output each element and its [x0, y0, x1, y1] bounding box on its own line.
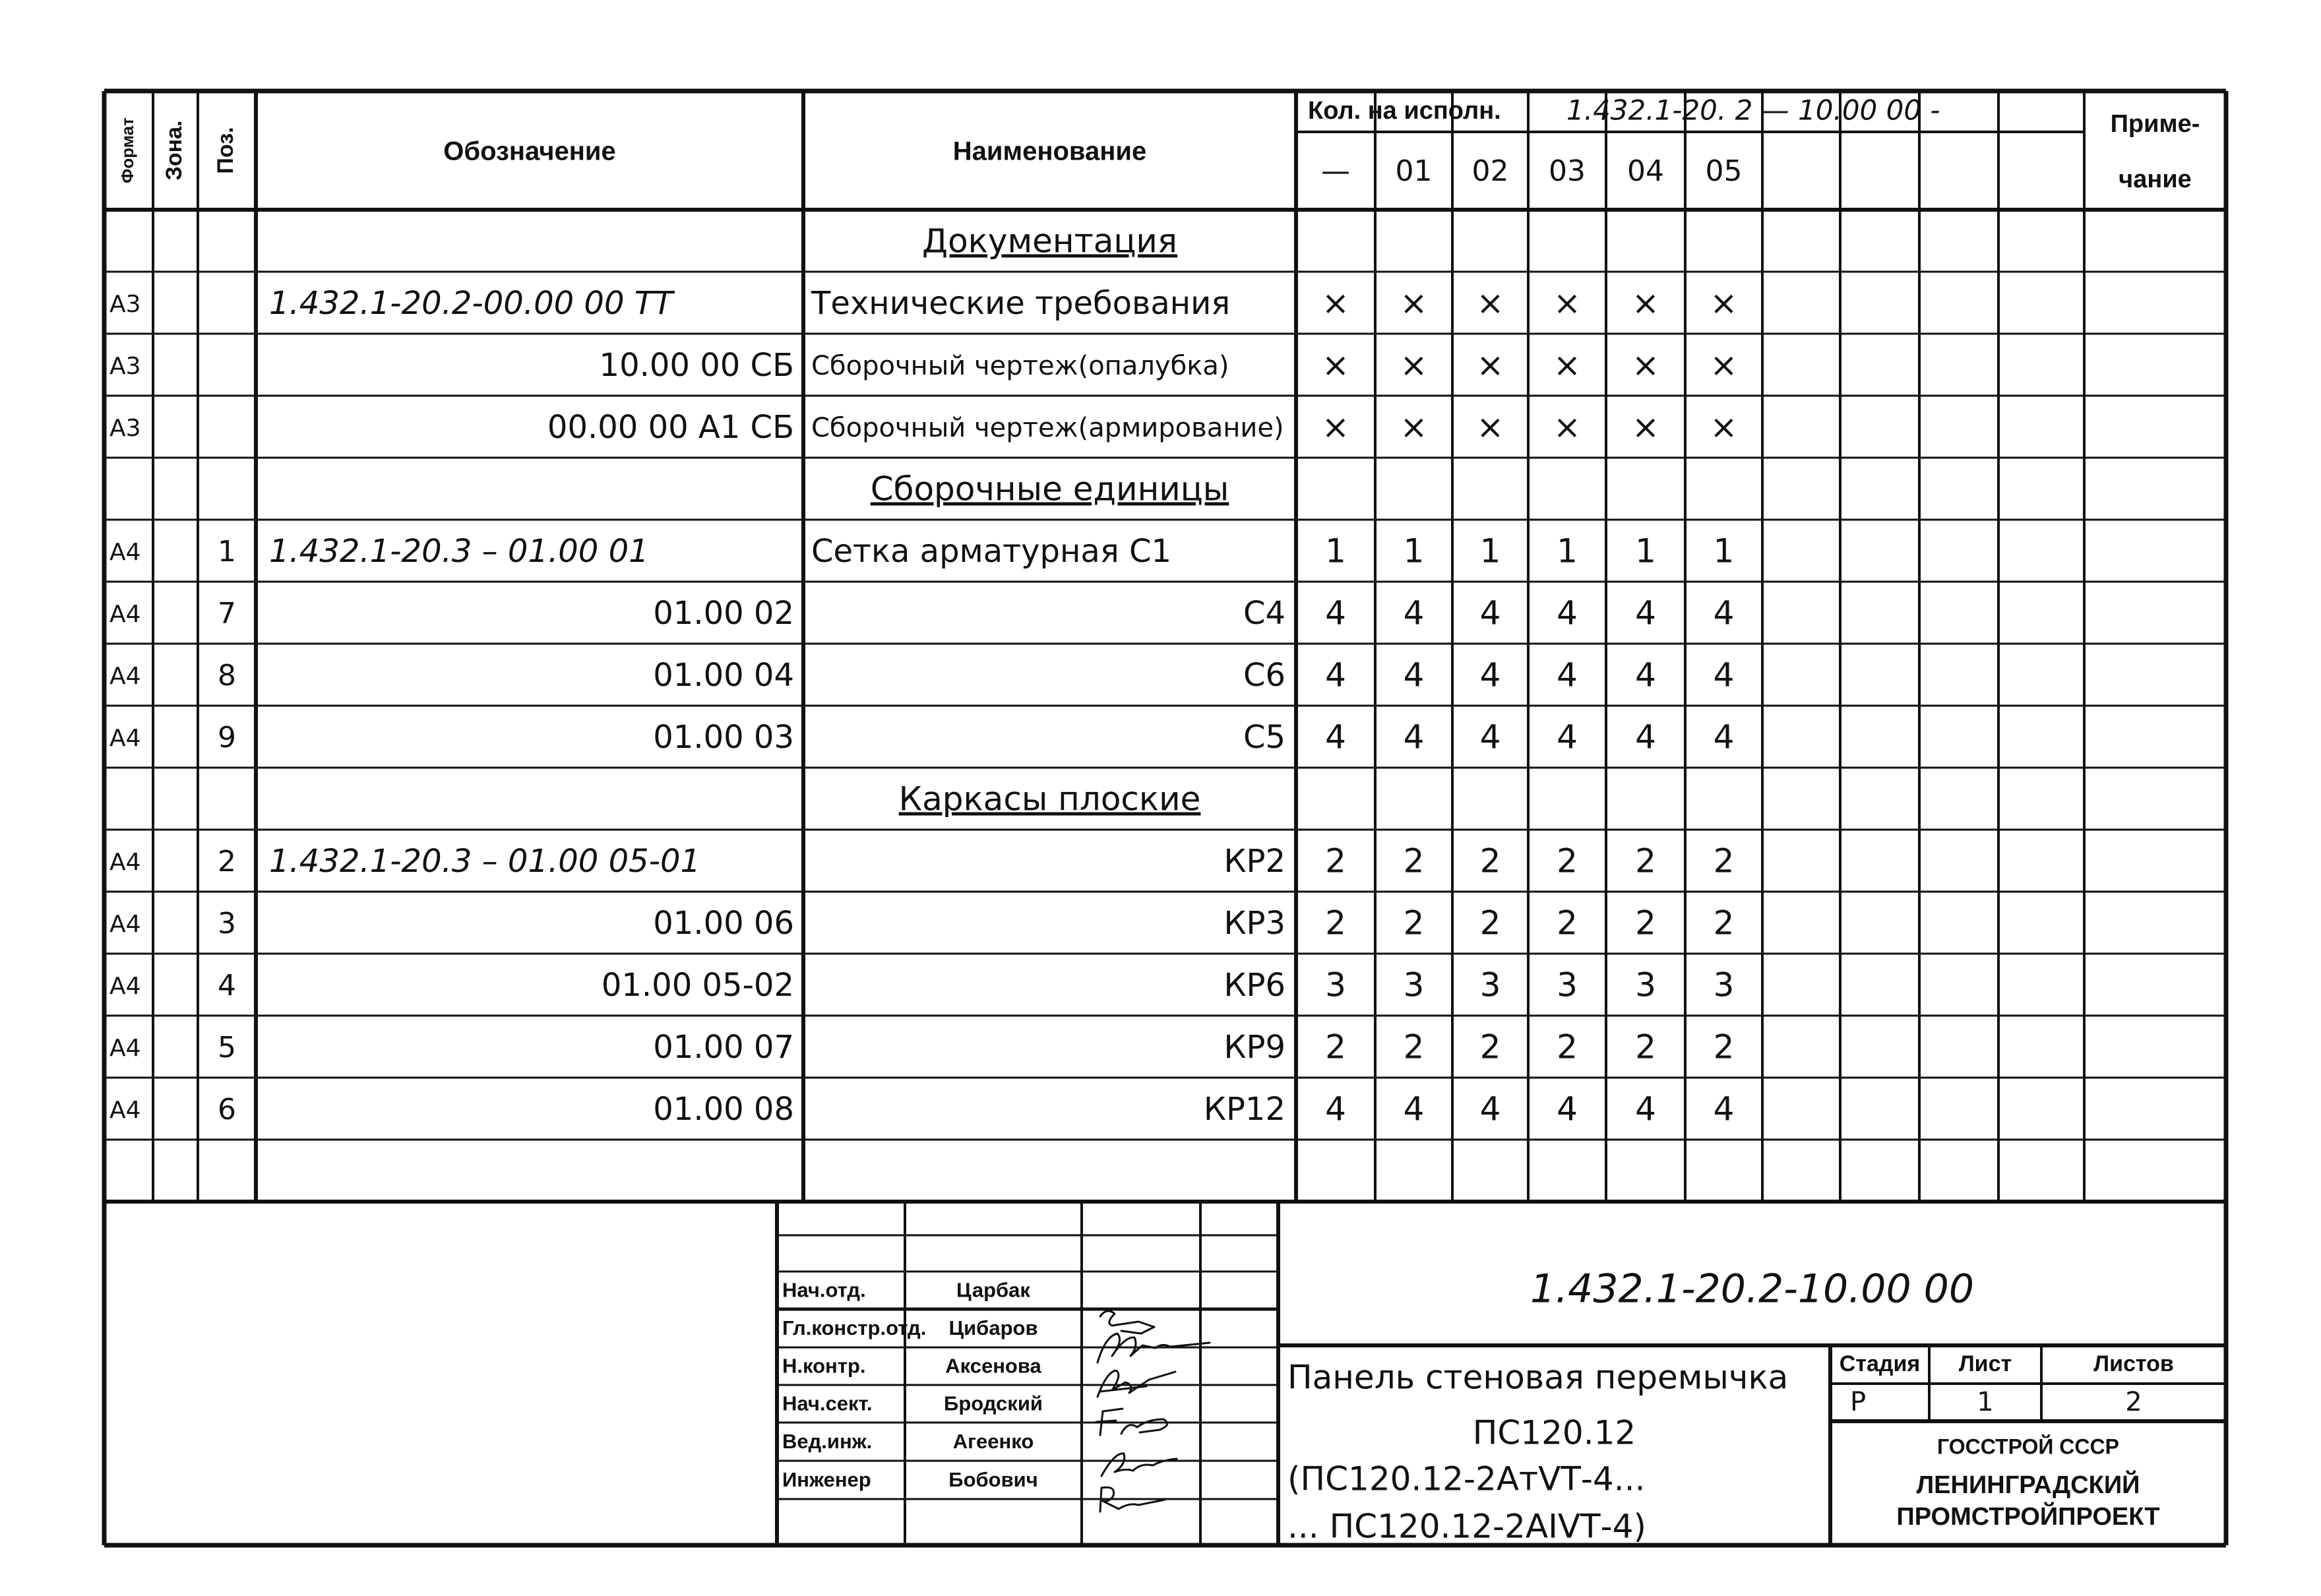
- tb-signer-name: Бобович: [948, 1468, 1038, 1492]
- row-qty-5: 3: [1713, 966, 1735, 1004]
- header-variant-2: 02: [1471, 154, 1509, 188]
- section-title: Каркасы плоские: [898, 780, 1201, 818]
- row-qty-5: 2: [1713, 842, 1735, 880]
- row-qty-1: 4: [1403, 1090, 1425, 1128]
- row-pos: 8: [218, 659, 236, 692]
- row-qty-1: 2: [1403, 842, 1425, 880]
- tb-sheet: 1: [1977, 1387, 1994, 1417]
- tb-doc-code: 1.432.1-20.2-10.00 00: [1530, 1266, 1975, 1312]
- row-name: Технические требования: [811, 285, 1231, 322]
- row-format: А4: [109, 601, 141, 628]
- row-qty-2: 4: [1479, 656, 1501, 694]
- tb-signer-role: Инженер: [782, 1468, 871, 1492]
- tb-title-2: ПС120.12: [1472, 1413, 1636, 1452]
- row-qty-4: 4: [1635, 718, 1656, 756]
- row-name: КР9: [1223, 1029, 1285, 1066]
- row-qty-5: ×: [1710, 408, 1738, 446]
- tb-stage: Р: [1850, 1387, 1867, 1417]
- row-format: А4: [109, 663, 141, 690]
- row-pos: 3: [218, 907, 236, 940]
- tb-title-1: Панель стеновая перемычка: [1287, 1358, 1789, 1397]
- row-format: А4: [109, 973, 141, 1000]
- row-qty-0: 2: [1325, 842, 1346, 880]
- tb-signer-role: Нач.отд.: [782, 1278, 866, 1302]
- row-qty-4: 3: [1635, 966, 1656, 1004]
- row-qty-0: 4: [1325, 594, 1346, 632]
- row-qty-2: 2: [1479, 1028, 1501, 1066]
- tb-signer-role: Гл.констр.отд.: [782, 1316, 927, 1340]
- row-format: А4: [109, 849, 141, 876]
- header-variant-3: 03: [1549, 154, 1586, 188]
- row-qty-5: 4: [1713, 1090, 1735, 1128]
- tb-signer-name: Агеенко: [952, 1430, 1034, 1454]
- row-qty-3: 4: [1557, 656, 1578, 694]
- tb-signer-name: Цибаров: [948, 1316, 1038, 1340]
- row-qty-4: ×: [1632, 346, 1659, 384]
- row-name: Сетка арматурная С1: [811, 533, 1171, 570]
- row-qty-1: 2: [1403, 904, 1425, 942]
- row-name: КР2: [1223, 843, 1285, 880]
- header-variant-1: 01: [1395, 154, 1433, 188]
- row-qty-5: ×: [1710, 284, 1738, 322]
- row-qty-3: 4: [1557, 718, 1578, 756]
- row-qty-0: 1: [1325, 532, 1346, 570]
- row-name: КР12: [1203, 1091, 1285, 1128]
- row-pos: 2: [218, 845, 236, 878]
- row-qty-0: 3: [1325, 966, 1346, 1004]
- row-qty-2: ×: [1476, 408, 1504, 446]
- tb-sheets: 2: [2125, 1387, 2142, 1417]
- row-qty-0: 4: [1325, 718, 1346, 756]
- row-qty-3: ×: [1553, 284, 1581, 322]
- header-variant-0: —: [1321, 154, 1350, 188]
- tb-signer-name: Аксенова: [945, 1354, 1041, 1378]
- tb-signer-role: Вед.инж.: [782, 1430, 873, 1454]
- row-qty-4: 2: [1635, 1028, 1656, 1066]
- row-pos: 9: [218, 721, 236, 754]
- row-qty-0: 4: [1325, 1090, 1346, 1128]
- row-designation: 01.00 05-02: [601, 967, 794, 1004]
- row-qty-0: 2: [1325, 1028, 1346, 1066]
- tb-signer-name: Бродский: [944, 1392, 1043, 1415]
- row-name: Сборочный чертеж(армирование): [811, 413, 1284, 443]
- row-designation: 00.00 00 А1 СБ: [547, 409, 794, 446]
- row-qty-5: 4: [1713, 656, 1735, 694]
- row-qty-5: 1: [1713, 532, 1735, 570]
- row-name: КР3: [1223, 905, 1285, 942]
- row-qty-2: 4: [1479, 594, 1501, 632]
- header-note-2: чание: [2119, 166, 2192, 194]
- row-name: С6: [1243, 657, 1285, 694]
- header-qty-prefix: Кол. на исполн.: [1308, 97, 1501, 125]
- row-format: А4: [109, 1097, 141, 1124]
- row-qty-0: ×: [1322, 346, 1349, 384]
- row-name: Сборочный чертеж(опалубка): [811, 351, 1229, 381]
- row-qty-1: ×: [1400, 346, 1428, 384]
- row-name: С5: [1243, 719, 1285, 756]
- row-qty-4: 2: [1635, 904, 1656, 942]
- row-qty-1: ×: [1400, 408, 1428, 446]
- row-format: А4: [109, 911, 141, 938]
- row-qty-3: 2: [1557, 904, 1578, 942]
- header-note-1: Приме-: [2110, 110, 2200, 138]
- row-qty-3: 4: [1557, 594, 1578, 632]
- row-format: А3: [109, 353, 141, 380]
- row-qty-2: 2: [1479, 904, 1501, 942]
- tb-org-3: ПРОМСТРОЙПРОЕКТ: [1896, 1503, 2160, 1531]
- row-pos: 6: [218, 1093, 236, 1126]
- row-qty-3: ×: [1553, 346, 1581, 384]
- row-qty-4: 4: [1635, 1090, 1656, 1128]
- tb-sheet-label: Лист: [1958, 1351, 2012, 1376]
- row-qty-1: 1: [1403, 532, 1425, 570]
- row-qty-1: 4: [1403, 718, 1425, 756]
- tb-org-1: ГОССТРОЙ СССР: [1937, 1434, 2119, 1459]
- row-qty-3: 2: [1557, 842, 1578, 880]
- row-qty-1: 3: [1403, 966, 1425, 1004]
- row-format: А4: [109, 539, 141, 566]
- row-qty-5: 4: [1713, 594, 1735, 632]
- row-qty-2: 2: [1479, 842, 1501, 880]
- tb-signer-role: Нач.сект.: [782, 1392, 873, 1415]
- row-pos: 1: [218, 535, 236, 568]
- row-qty-0: ×: [1322, 408, 1349, 446]
- row-qty-5: 2: [1713, 1028, 1735, 1066]
- row-qty-5: 4: [1713, 718, 1735, 756]
- row-qty-2: 4: [1479, 1090, 1501, 1128]
- header-qty-doc: 1.432.1-20. 2 — 10.00 00 -: [1566, 94, 1940, 127]
- row-qty-3: 4: [1557, 1090, 1578, 1128]
- section-title: Документация: [922, 222, 1177, 261]
- row-qty-2: 3: [1479, 966, 1501, 1004]
- row-qty-1: 2: [1403, 1028, 1425, 1066]
- row-designation: 1.432.1-20.3 – 01.00 05-01: [269, 843, 701, 880]
- row-qty-4: 4: [1635, 594, 1656, 632]
- row-designation: 01.00 06: [653, 905, 794, 942]
- row-qty-4: ×: [1632, 284, 1659, 322]
- row-qty-3: 1: [1557, 532, 1578, 570]
- row-designation: 01.00 07: [653, 1029, 794, 1066]
- header-variant-4: 04: [1627, 154, 1664, 188]
- row-pos: 7: [218, 597, 236, 630]
- row-designation: 01.00 02: [653, 595, 794, 632]
- row-qty-3: 3: [1557, 966, 1578, 1004]
- header-name: Наименование: [952, 137, 1147, 166]
- tb-signer-role: Н.контр.: [782, 1354, 866, 1378]
- row-qty-2: ×: [1476, 346, 1504, 384]
- row-designation: 01.00 03: [653, 719, 794, 756]
- row-designation: 1.432.1-20.2-00.00 00 ТТ: [269, 285, 673, 322]
- row-designation: 10.00 00 СБ: [599, 347, 794, 384]
- row-qty-3: 2: [1557, 1028, 1578, 1066]
- row-qty-0: ×: [1322, 284, 1349, 322]
- header-zone: Зона.: [161, 120, 187, 181]
- row-qty-4: 2: [1635, 842, 1656, 880]
- row-format: А3: [109, 291, 141, 318]
- tb-sheets-label: Листов: [2093, 1351, 2174, 1376]
- row-designation: 01.00 08: [653, 1091, 794, 1128]
- row-qty-4: 4: [1635, 656, 1656, 694]
- tb-title-3: (ПС120.12-2АтVТ-4...: [1287, 1459, 1646, 1498]
- header-pos: Поз.: [212, 127, 238, 174]
- row-qty-0: 4: [1325, 656, 1346, 694]
- row-qty-1: 4: [1403, 594, 1425, 632]
- row-qty-1: 4: [1403, 656, 1425, 694]
- row-qty-4: 1: [1635, 532, 1656, 570]
- row-qty-2: ×: [1476, 284, 1504, 322]
- row-pos: 5: [218, 1031, 236, 1064]
- section-title: Сборочные единицы: [870, 470, 1229, 508]
- tb-title-4: ... ПС120.12-2АIVТ-4): [1287, 1507, 1646, 1546]
- row-pos: 4: [218, 969, 236, 1002]
- row-qty-0: 2: [1325, 904, 1346, 942]
- row-qty-2: 4: [1479, 718, 1501, 756]
- tb-stage-label: Стадия: [1839, 1351, 1921, 1376]
- header-format: Формат: [117, 117, 137, 183]
- row-designation: 1.432.1-20.3 – 01.00 01: [269, 533, 649, 570]
- row-format: А3: [109, 415, 141, 442]
- row-qty-4: ×: [1632, 408, 1659, 446]
- row-qty-3: ×: [1553, 408, 1581, 446]
- row-designation: 01.00 04: [653, 657, 794, 694]
- row-format: А4: [109, 725, 141, 752]
- tb-org-2: ЛЕНИНГРАДСКИЙ: [1916, 1471, 2140, 1500]
- tb-signer-name: Царбак: [956, 1278, 1030, 1302]
- row-qty-5: 2: [1713, 904, 1735, 942]
- row-qty-1: ×: [1400, 284, 1428, 322]
- row-format: А4: [109, 1035, 141, 1062]
- row-name: С4: [1243, 595, 1285, 632]
- row-qty-2: 1: [1479, 532, 1501, 570]
- row-qty-5: ×: [1710, 346, 1738, 384]
- header-designation: Обозначение: [443, 137, 616, 166]
- header-variant-5: 05: [1705, 154, 1743, 188]
- row-name: КР6: [1223, 967, 1285, 1004]
